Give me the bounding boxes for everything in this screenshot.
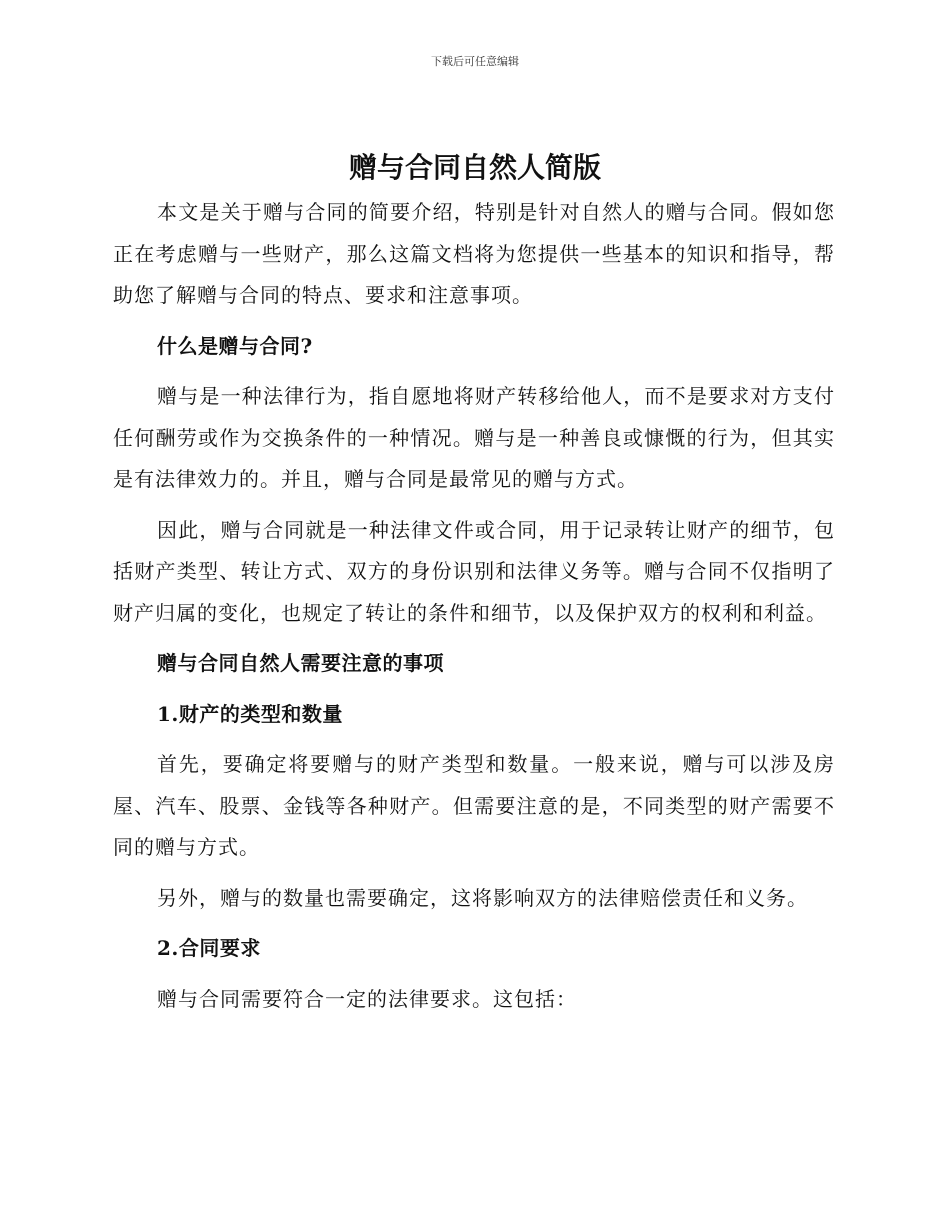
intro-paragraph: 本文是关于赠与合同的简要介绍，特别是针对自然人的赠与合同。假如您正在考虑赠与一些财产，那么这篇文档将为您提供一些基本的知识和指导，帮助您了解赠与合同的特点、要求和注意事项。 bbox=[113, 200, 835, 307]
item-heading-contract-requirements: 2.合同要求 bbox=[157, 936, 261, 960]
item1-paragraph-1: 首先，要确定将要赠与的财产类型和数量。一般来说，赠与可以涉及房屋、汽车、股票、金钱等各种财产。但需要注意的是，不同类型的财产需要不同的赠与方式。 bbox=[113, 752, 835, 859]
item-heading-property: 1.财产的类型和数量 bbox=[157, 701, 343, 726]
document-title: 赠与合同自然人简版 bbox=[348, 151, 601, 184]
header-note: 下载后可任意编辑 bbox=[431, 55, 519, 68]
section1-paragraph-1: 赠与是一种法律行为，指自愿地将财产转移给他人，而不是要求对方支付任何酬劳或作为交换条件的一种情况。赠与是一种善良或慷慨的行为，但其实是有法律效力的。并且，赠与合同是最常见的赠与方式。 bbox=[113, 384, 835, 491]
item1-paragraph-2: 另外，赠与的数量也需要确定，这将影响双方的法律赔偿责任和义务。 bbox=[157, 885, 808, 910]
section1-paragraph-2: 因此，赠与合同就是一种法律文件或合同，用于记录转让财产的细节，包括财产类型、转让方式、双方的身份识别和法律义务等。赠与合同不仅指明了财产归属的变化，也规定了转让的条件和细节，以及保护双方的权利和利益。 bbox=[113, 517, 835, 625]
document-body bbox=[113, 192, 835, 1020]
section-heading-notes: 赠与合同自然人需要注意的事项 bbox=[157, 651, 444, 675]
item2-paragraph-1: 赠与合同需要符合一定的法律要求。这包括： bbox=[157, 986, 577, 1011]
section-heading-what-is: 什么是赠与合同? bbox=[157, 333, 313, 358]
